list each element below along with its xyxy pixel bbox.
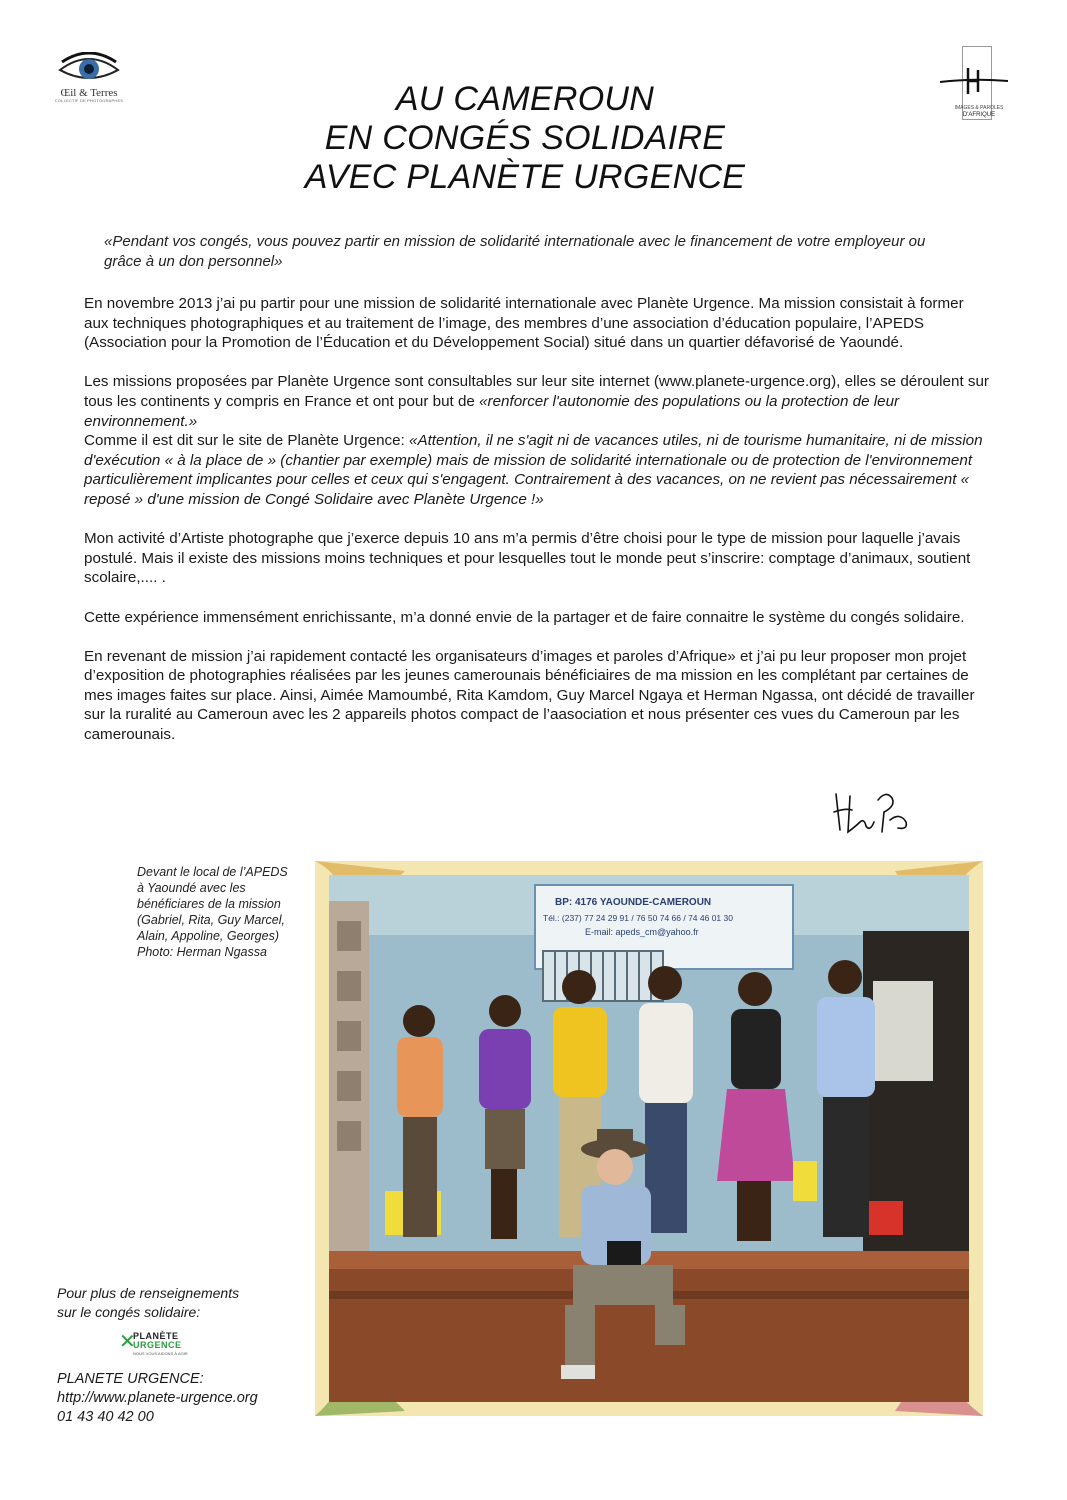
logo-wordmark: Œil & Terres xyxy=(60,87,118,99)
info-block xyxy=(57,1284,317,1427)
sign-line-2: Tél.: (237) 77 24 29 91 / 76 50 74 66 / 74 46 01 30 xyxy=(543,913,733,923)
photo-caption: Devant le local de l’APEDS à Yaoundé avec les bénéficiares de la mission (Gabriel, Rita, Guy Marcel, Alain, Appoline, Georges) Photo: Herman Ngassa xyxy=(137,865,288,959)
sign-line-3: E-mail: apeds_cm@yahoo.fr xyxy=(585,927,699,937)
paragraph-planete-urgence: Les missions proposées par Planète Urgence sont consultables sur leur site internet (www.planete-urgence.org), elles se déroulent sur tous les continents y compris en France et ont pour but de «renforcer l'autonomie des populations ou la protection de leur environnement.» Comme il est dit sur le site de Planète Urgence: «Attention, il ne s'agit ni de vacances utiles, ni de tourisme humanitaire, ni de mission d'exécution « à la place de » (chantier par exemple) mais de mission de solidarité internationale ou de protection de l'environnement particulièrement implicantes pour celles et ceux qui s'engagent. Contrairement à des vacances, on ne revient pas nécessairement « reposé » d'une mission de Congé Solidaire avec Planète Urgence !» xyxy=(84,373,989,508)
paragraph-artist: Mon activité d’Artiste photographe que j’exerce depuis 10 ans m’a permis d’être choisi pour le type de mission pour laquelle j’avais postulé. Mais il existe des missions moins techniques et pour lesquelles tout le monde peut s’inscrire: comptage d’animaux, soutient scolaire,.... . xyxy=(84,530,971,587)
paragraph-experience: Cette expérience immensément enrichissante, m’a donné envie de la partager et de faire connaitre le système du congés solidaire. xyxy=(84,608,965,626)
oeil-et-terres-logo xyxy=(54,52,124,122)
logo-caption: IMAGES & PAROLES D'AFRIQUE xyxy=(954,105,1004,118)
intro-quote: «Pendant vos congés, vous pouvez partir en mission de solidarité internationale avec le financement de votre employeur ou grâce à un don personnel» xyxy=(104,233,926,270)
paragraph-mission: En novembre 2013 j’ai pu partir pour une mission de solidarité internationale avec Planète Urgence. Ma mission consistait à former aux techniques photographiques et au traitement de l’image, des membres d’une association d’éducation populaire, l’APEDS (Association pour la Promotion de l’Éducation et du Développement Social) situé dans un quartier défavorisé de Yaoundé. xyxy=(84,295,964,352)
images-paroles-afrique-logo xyxy=(938,46,1010,122)
website-link[interactable]: http://www.planete-urgence.org xyxy=(57,1390,258,1406)
phone-number: 01 43 40 42 00 xyxy=(57,1409,154,1425)
article-body xyxy=(84,294,989,764)
org-name: PLANETE URGENCE: xyxy=(57,1371,204,1387)
sign-line-1: BP: 4176 YAOUNDE-CAMEROUN xyxy=(555,897,712,908)
info-heading-1: Pour plus de renseignements xyxy=(57,1285,240,1301)
planete-urgence-logo: ✕ PLANÈTE URGENCE NOUS VOUS AIDONS À AGIR xyxy=(119,1331,188,1356)
page-title xyxy=(200,80,850,197)
group-photo xyxy=(315,861,983,1416)
title-line-2: EN CONGÉS SOLIDAIRE xyxy=(324,119,726,157)
eye-icon xyxy=(58,52,120,86)
paragraph-exhibition: En revenant de mission j’ai rapidement contacté les organisateurs d’images et paroles d’Afrique» et j’ai pu leur proposer mon projet d’exposition de photographies réalisées par les jeunes camerounais bénéficiaires de ma mission en les complétant par certaines de mes images faites sur place. Ainsi, Aimée Mamoumbé, Rita Kamdom, Guy Marcel Ngaya et Herman Ngassa, ont décidé de travailler sur la ruralité au Cameroun avec les 2 appareils photos compact de l’aasociation et nous présenter ces vues du Cameroun par les camerounais. xyxy=(84,647,975,744)
logo-subtitle: COLLECTIF DE PHOTOGRAPHES xyxy=(54,98,124,103)
handwritten-signature xyxy=(826,782,916,842)
title-line-3: AVEC PLANÈTE URGENCE xyxy=(304,158,746,196)
title-line-1: AU CAMEROUN xyxy=(395,80,655,118)
brush-mark-icon xyxy=(938,66,1010,96)
person-icon: ✕ xyxy=(119,1331,136,1353)
person-1 xyxy=(397,1005,443,1237)
info-heading-2: sur le congés solidaire: xyxy=(57,1304,201,1320)
